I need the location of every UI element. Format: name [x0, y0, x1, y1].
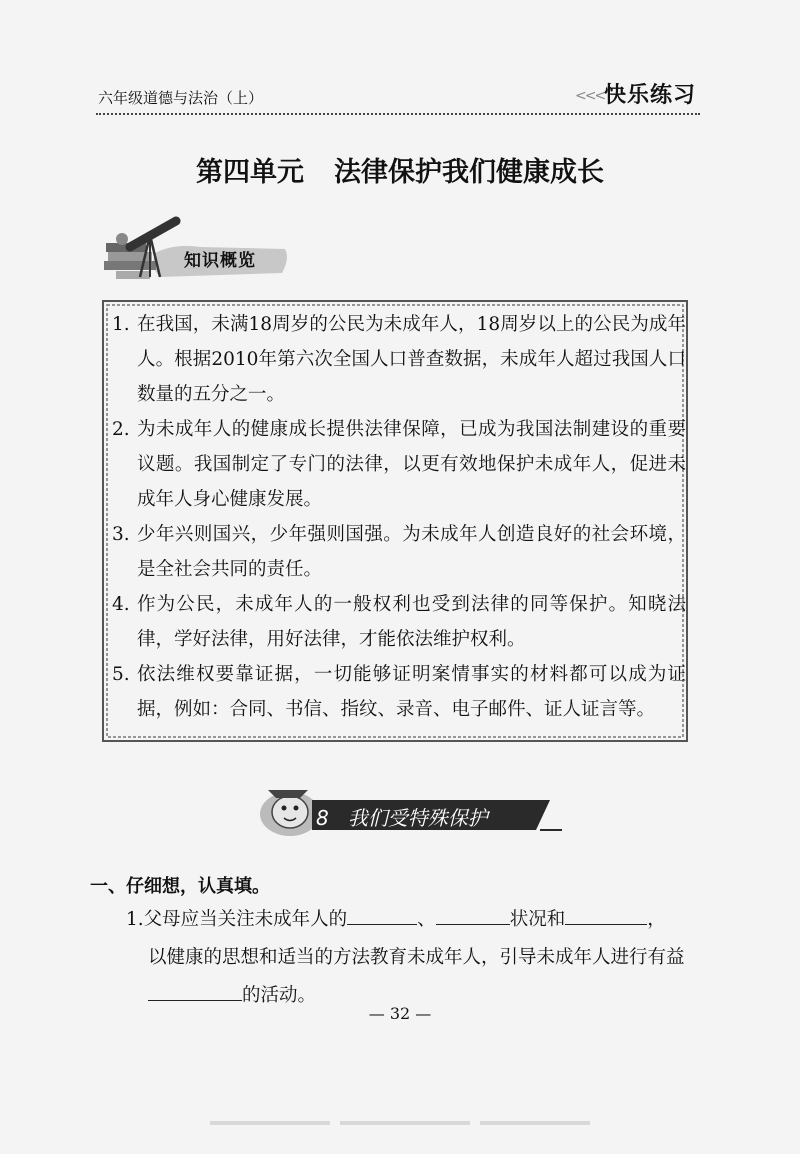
unit-name: 法律保护我们健康成长 — [334, 157, 604, 188]
overview-item-2 — [112, 412, 686, 517]
overview-list — [112, 307, 686, 727]
lesson-name: 我们受特殊保护 — [347, 806, 488, 830]
answer-blank[interactable] — [565, 904, 647, 925]
overview-item-3 — [112, 517, 686, 587]
overview-item-5 — [112, 657, 686, 727]
lesson-number: 8 — [316, 806, 329, 830]
item-text: 作为公民，未成年人的一般权利也受到法律的同等保护。知晓法律，学好法律，用好法律，才能依法维护权利。 — [137, 594, 686, 650]
answer-blank[interactable] — [347, 904, 417, 925]
question-text: ， — [647, 909, 666, 930]
lesson-title — [316, 802, 488, 831]
unit-label: 第四单元 — [196, 157, 304, 188]
overview-item-4 — [112, 587, 686, 657]
item-number: 5. — [112, 664, 130, 685]
page-number: — 32 — — [368, 1004, 432, 1023]
question-text: 、 — [417, 909, 436, 930]
question-number: 1. — [126, 909, 144, 930]
faded-footer-text — [210, 1112, 590, 1134]
item-text: 依法维权要靠证据，一切能够证明案情事实的材料都可以成为证据，例如：合同、书信、指纹、录音、电子邮件、证人证言等。 — [137, 664, 686, 720]
question-text: 状况和 — [509, 909, 566, 930]
header-book-title: 六年级道德与法治（上） — [98, 89, 264, 107]
question-text: 父母应当关注未成年人的 — [143, 909, 348, 930]
unit-title — [0, 150, 800, 189]
header-arrows: <<< — [575, 88, 605, 104]
item-text: 为未成年人的健康成长提供法律保障，已成为我国法制建设的重要议题。我国制定了专门的法律，以更有效地保护未成年人，促进未成年人身心健康发展。 — [137, 419, 686, 510]
item-number: 2. — [112, 419, 130, 440]
answer-blank[interactable] — [148, 980, 242, 1001]
item-number: 4. — [112, 594, 130, 615]
section-title: 一、仔细想，认真填。 — [90, 876, 270, 897]
item-number: 3. — [112, 524, 130, 545]
overview-label: 知识概览 — [184, 251, 256, 271]
item-text: 少年兴则国兴，少年强则国强。为未成年人创造良好的社会环境，是全社会共同的责任。 — [137, 524, 686, 580]
overview-item-1 — [112, 307, 686, 412]
item-text: 在我国，未满18周岁的公民为未成年人，18周岁以上的公民为成年人。根据2010年第六次全国人口普查数据，未成年人超过我国人口数量的五分之一。 — [137, 314, 686, 405]
answer-blank[interactable] — [436, 904, 510, 925]
item-number: 1. — [112, 314, 130, 335]
header-divider — [96, 113, 700, 115]
question-text: 的活动。 — [242, 985, 317, 1006]
question-1-line2: 以健康的思想和适当的方法教育未成年人，引导未成年人进行有益 — [148, 947, 685, 968]
header-series-title: 快乐练习 — [604, 83, 697, 108]
question-1-line1 — [126, 901, 702, 939]
question-1 — [126, 901, 702, 1015]
